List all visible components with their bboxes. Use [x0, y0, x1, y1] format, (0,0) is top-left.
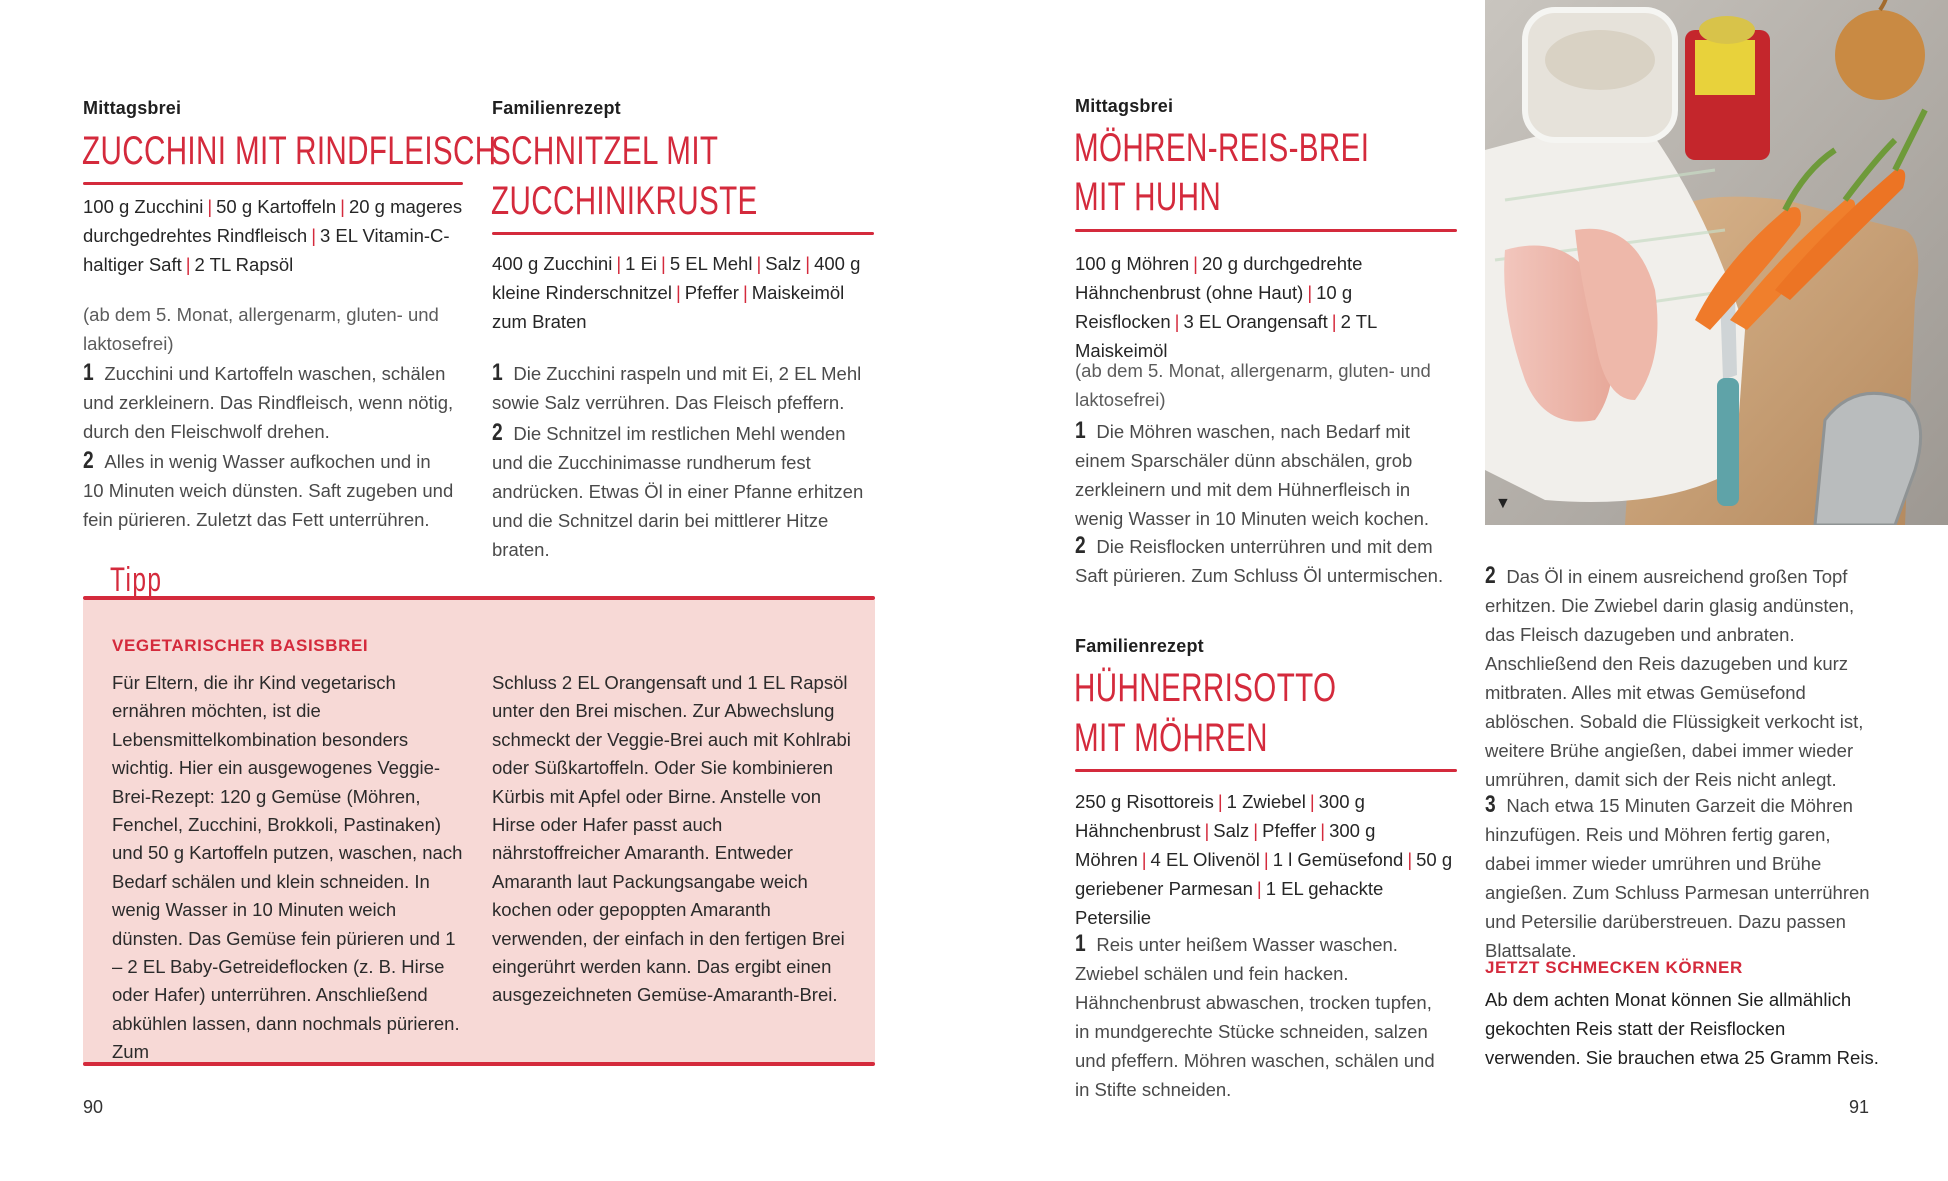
recipe2-step-2: 2 Die Schnitzel im restlichen Mehl wenden und die Zucchinimasse rundherum fest andrücken. Etwas Öl in einer Pfanne erhitzen und die Schnitzel darin bei mittlerer Hitze braten. — [492, 419, 864, 560]
recipe2-title-line1: SCHNITZEL MIT — [491, 129, 719, 173]
tip-column-1: Für Eltern, die ihr Kind vegetarisch ernähren möchten, ist die Lebensmittelkombination besonders wichtig. Hier ein ausgewogenes Veggie-Brei-Rezept: 120 g Gemüse (Möhren, Fenchel, Zucchini, Brokkoli, Pastinaken) und 50 g Kartoffeln putzen, waschen, nach Bedarf schälen und klein schneiden. In wenig Wasser in 10 Minuten weich dünsten. Das Gemüse fein pürieren und 1 – 2 EL Baby-Getreideflocken (z. B. Hirse oder Hafer) unterrühren. Anschließend abkühlen lassen, dann nochmals pürieren. Zum — [112, 672, 463, 1063]
recipe2-ingredients: 400 g Zucchini | 1 Ei | 5 EL Mehl | Salz | 400 g kleine Rinderschnitzel | Pfeffer | Maiskeimöl zum Braten — [492, 253, 861, 332]
recipe2-category: Familienrezept — [492, 98, 621, 118]
recipe3-note: (ab dem 5. Monat, allergenarm, gluten- und laktosefrei) — [1075, 360, 1431, 410]
recipe4-title-line2: MIT MÖHREN — [1074, 716, 1268, 760]
recipe4-title-line1: HÜHNERRISOTTO — [1074, 666, 1337, 710]
recipe1-note: (ab dem 5. Monat, allergenarm, gluten- und laktosefrei) — [83, 304, 439, 354]
recipe3-step-2: 2 Die Reisflocken unterrühren und mit dem Saft pürieren. Zum Schluss Öl untermischen. — [1075, 532, 1444, 586]
recipe2-title-rule — [492, 232, 874, 235]
recipe4-category: Familienrezept — [1075, 636, 1204, 656]
tip-top-rule — [83, 596, 875, 600]
photo-marker-icon: ▼ — [1495, 495, 1511, 512]
recipe3-category: Mittagsbrei — [1075, 96, 1174, 116]
recipe4-step-3: 3 Nach etwa 15 Minuten Garzeit die Möhren hinzufügen. Reis und Möhren fertig garen, dabei immer wieder umrühren und Brühe angießen. Zum Schluss Parmesan unterrühren und Petersilie darüberstreuen. Dazu passen Blattsalate. — [1485, 791, 1870, 961]
recipe3-step-1: 1 Die Möhren waschen, nach Bedarf mit einem Sparschäler dünn abschälen, grob zerkleinern und mit dem Hühnerfleisch in wenig Wasser in 10 Minuten weich kochen. — [1075, 417, 1430, 529]
page-number-right: 91 — [1849, 1097, 1870, 1117]
recipe1-title-rule — [83, 182, 463, 185]
recipe4-title-rule — [1075, 769, 1457, 772]
tip-column-2: Schluss 2 EL Orangensaft und 1 EL Rapsöl unter den Brei mischen. Zur Abwechslung schmeckt der Veggie-Brei auch mit Kohlrabi oder Süßkartoffeln. Oder Sie kombinieren Kürbis mit Apfel oder Birne. Anstelle von Hirse oder Hafer passt auch nährstoffreicher Amaranth. Entweder Amaranth laut Packungsangabe weich kochen oder gepoppten Amaranth verwenden, der einfach in den fertigen Brei eingerührt werden kann. Das ergibt einen ausgezeichneten Gemüse-Amaranth-Brei. — [492, 672, 851, 1006]
page-number-left: 90 — [83, 1097, 104, 1117]
recipe1-ingredients: 100 g Zucchini | 50 g Kartoffeln | 20 g mageres durchgedrehtes Rindfleisch | 3 EL Vitamin-C-haltiger Saft | 2 TL Rapsöl — [83, 196, 463, 275]
ingredients-photo-illustration — [1485, 0, 1948, 525]
recipe4-step-2: 2 Das Öl in einem ausreichend großen Topf erhitzen. Die Zwiebel darin glasig andünsten, das Fleisch dazugeben und anbraten. Anschließend den Reis dazugeben und kurz mitbraten. Alles mit etwas Gemüsefond ablöschen. Sobald die Flüssigkeit verkocht ist, weitere Brühe angießen, dabei immer wieder umrühren, damit sich der Reis nicht anlegt. — [1485, 562, 1864, 790]
recipe4-step-1: 1 Reis unter heißem Wasser waschen. Zwiebel schälen und fein hacken. Hähnchenbrust abwaschen, trocken tupfen, in mundgerechte Stücke schneiden, salzen und pfeffern. Möhren waschen, schälen und in Stifte schneiden. — [1075, 930, 1435, 1100]
recipe1-step-1: 1 Zucchini und Kartoffeln waschen, schälen und zerkleinern. Das Rindfleisch, wenn nötig, durch den Fleischwolf drehen. — [83, 359, 454, 442]
recipe3-title-line1: MÖHREN-REIS-BREI — [1074, 126, 1370, 170]
recipe1-title: ZUCCHINI MIT RINDFLEISCH — [82, 129, 497, 173]
recipe2-step-1: 1 Die Zucchini raspeln und mit Ei, 2 EL Mehl sowie Salz verrühren. Das Fleisch pfeffern. — [492, 359, 862, 413]
recipe1-category: Mittagsbrei — [83, 98, 182, 118]
recipe4-ingredients: 250 g Risottoreis | 1 Zwiebel | 300 g Hähnchenbrust | Salz | Pfeffer | 300 g Möhren | 4 EL Olivenöl | 1 l Gemüsefond | 50 g geriebener Parmesan | 1 EL gehackte Petersilie — [1075, 791, 1453, 928]
tip-heading: VEGETARISCHER BASISBREI — [112, 636, 369, 655]
recipe2-title-line2: ZUCCHINIKRUSTE — [491, 179, 758, 223]
extra-text: Ab dem achten Monat können Sie allmählich gekochten Reis statt der Reisflocken verwenden. Sie brauchen etwa 25 Gramm Reis. — [1485, 989, 1879, 1068]
recipe1-step-2: 2 Alles in wenig Wasser aufkochen und in 10 Minuten weich dünsten. Saft zugeben und fein pürieren. Zuletzt das Fett unterrühren. — [83, 447, 454, 530]
ingredients-photo — [1485, 0, 1948, 525]
tip-label: Tipp — [110, 561, 163, 599]
extra-heading: JETZT SCHMECKEN KÖRNER — [1485, 958, 1743, 977]
recipe3-title-rule — [1075, 229, 1457, 232]
recipe3-title-line2: MIT HUHN — [1074, 175, 1222, 219]
recipe3-ingredients: 100 g Möhren | 20 g durchgedrehte Hähnchenbrust (ohne Haut) | 10 g Reisflocken | 3 EL Orangensaft | 2 TL Maiskeimöl — [1075, 253, 1377, 361]
